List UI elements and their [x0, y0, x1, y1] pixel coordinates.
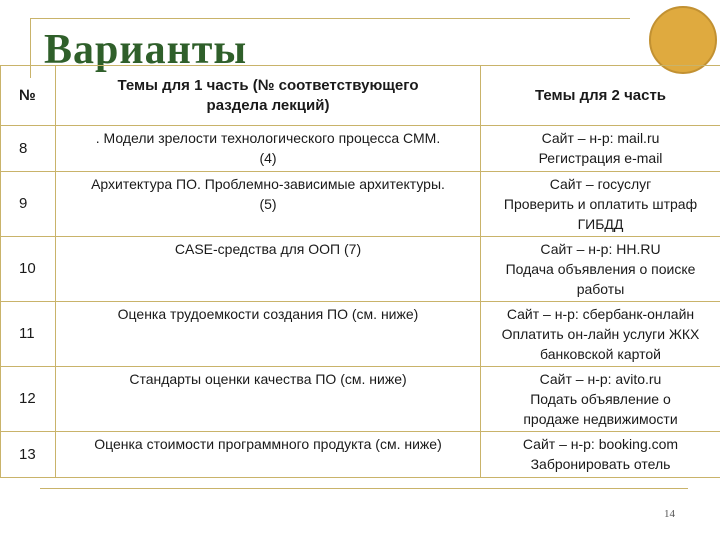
table-row — [1, 237, 720, 302]
row-num-cell: 11 — [1, 302, 56, 367]
header-num-cell: № — [1, 66, 56, 126]
table-row — [1, 302, 720, 367]
cell-line: Сайт – госуслуг — [549, 176, 652, 192]
row-num-cell: 13 — [1, 432, 56, 478]
cell-line: Сайт – н-р: booking.com — [522, 436, 679, 452]
cell-line: Подать объявление о — [530, 391, 671, 407]
cell-line: Оценка стоимости программного продукта (см. ниже) — [94, 436, 442, 452]
cell-line: Сайт – н-р: mail.ru — [541, 130, 660, 146]
slide-frame-top-line — [30, 18, 630, 19]
header-part2-cell — [481, 66, 720, 126]
cell-line: ГИБДД — [577, 216, 624, 232]
slide-footer-line — [40, 488, 688, 489]
variants-table — [0, 65, 720, 478]
row-part1-cell — [56, 172, 481, 237]
cell-line: Забронировать отель — [530, 456, 671, 472]
slide-title: Варианты — [44, 27, 248, 73]
cell-line: . Модели зрелости технологического процесса СММ. — [95, 130, 441, 146]
row-part2-cell — [481, 237, 720, 302]
cell-line: Архитектура ПО. Проблемно-зависимые архитектуры. — [91, 176, 445, 192]
row-part1-cell — [56, 367, 481, 432]
header-part1-cell — [56, 66, 481, 126]
table-row — [1, 367, 720, 432]
row-num-cell: 8 — [1, 126, 56, 172]
table-row — [1, 126, 720, 172]
cell-line: CASE-средства для ООП (7) — [174, 241, 362, 257]
cell-line: банковской картой — [540, 346, 661, 362]
cell-line: Сайт – н-р: сбербанк-онлайн — [506, 306, 695, 322]
cell-line: (4) — [259, 150, 277, 166]
page-number: 14 — [664, 508, 675, 520]
decorative-circle-icon — [649, 6, 717, 74]
row-part2-cell — [481, 172, 720, 237]
row-part1-cell — [56, 126, 481, 172]
row-part2-cell — [481, 432, 720, 478]
row-part1-cell — [56, 432, 481, 478]
cell-line: Темы для 2 часть — [534, 86, 667, 104]
cell-line: раздела лекций) — [206, 96, 330, 114]
cell-line: Сайт – н-р: avito.ru — [539, 371, 662, 387]
row-part2-cell — [481, 126, 720, 172]
cell-line: продаже недвижимости — [523, 411, 678, 427]
row-num-cell: 9 — [1, 172, 56, 237]
table-header-row — [1, 66, 720, 126]
row-part1-cell — [56, 302, 481, 367]
row-num-cell: 10 — [1, 237, 56, 302]
cell-line: Проверить и оплатить штраф — [503, 196, 698, 212]
cell-line: работы — [576, 281, 625, 297]
cell-line: Оплатить он-лайн услуги ЖКХ — [501, 326, 700, 342]
cell-line: Стандарты оценки качества ПО (см. ниже) — [129, 371, 407, 387]
cell-line: Темы для 1 часть (№ соответствующего — [117, 76, 419, 94]
cell-line: Регистрация e-mail — [538, 150, 663, 166]
table-row — [1, 432, 720, 478]
table-row — [1, 172, 720, 237]
row-part2-cell — [481, 302, 720, 367]
cell-line: (5) — [259, 196, 277, 212]
row-num-cell: 12 — [1, 367, 56, 432]
row-part1-cell — [56, 237, 481, 302]
cell-line: Подача объявления о поиске — [505, 261, 696, 277]
row-part2-cell — [481, 367, 720, 432]
cell-line: Сайт – н-р: HH.RU — [540, 241, 661, 257]
cell-line: Оценка трудоемкости создания ПО (см. ниже) — [117, 306, 419, 322]
